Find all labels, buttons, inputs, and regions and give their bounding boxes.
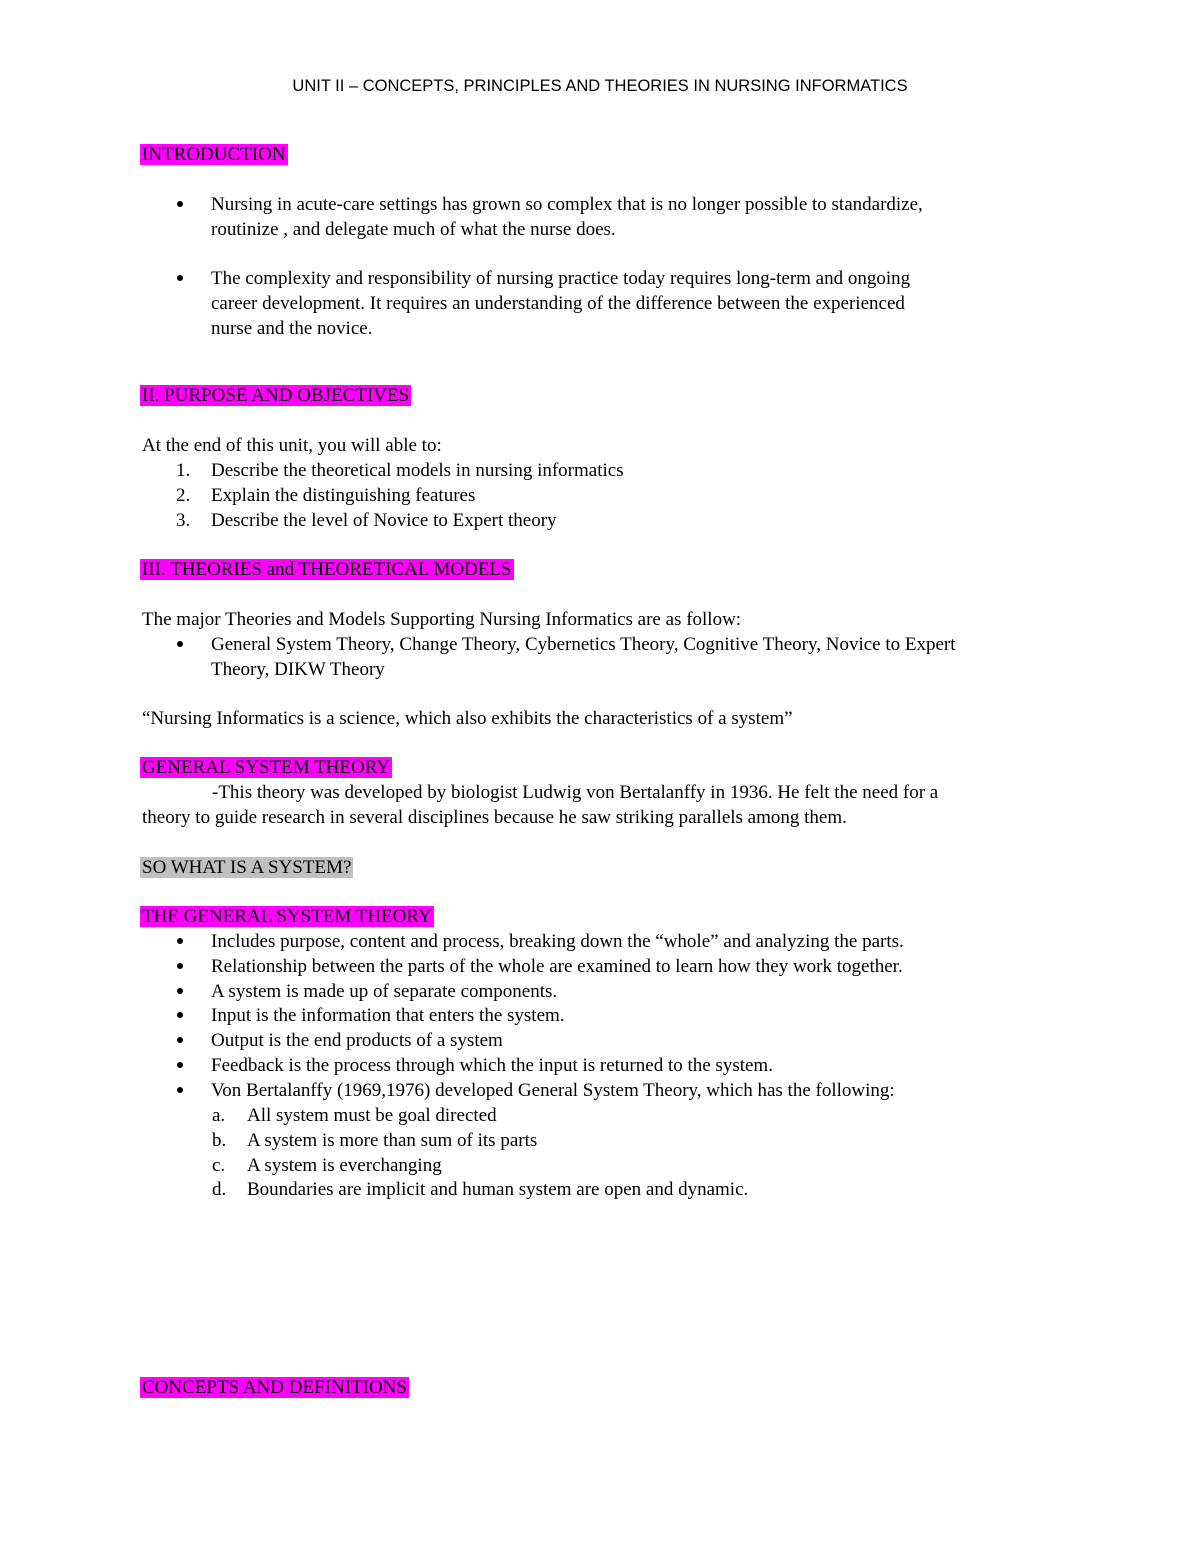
bullet-icon <box>177 1062 183 1068</box>
gst-paragraph-line1: -This theory was developed by biologist Ludwig von Bertalanffy in 1936. He felt the need for a <box>212 782 939 803</box>
theories-heading-text: III. THEORIES and THEORETICAL MODELS <box>142 559 512 580</box>
bullet-icon <box>177 1012 183 1018</box>
purpose-item: Describe the level of Novice to Expert theory <box>211 510 557 531</box>
gst-sub-letter: c. <box>212 1155 226 1176</box>
gst-bullet: A system is made up of separate components. <box>211 981 558 1002</box>
bullet-icon <box>177 938 183 944</box>
gst-bullet: Von Bertalanffy (1969,1976) developed General System Theory, which has the following: <box>211 1080 895 1101</box>
purpose-item: Explain the distinguishing features <box>211 485 476 506</box>
system-question <box>142 855 353 880</box>
gst-sub-letter: b. <box>212 1130 227 1151</box>
gst-sub-letter: d. <box>212 1179 227 1200</box>
theories-heading <box>142 557 514 582</box>
system-question-text: SO WHAT IS A SYSTEM? <box>142 857 352 878</box>
the-gst-heading <box>142 904 434 929</box>
purpose-heading <box>142 383 411 408</box>
purpose-item-number: 1. <box>176 460 191 481</box>
purpose-item-number: 2. <box>176 485 191 506</box>
gst-bullet: Includes purpose, content and process, breaking down the “whole” and analyzing the parts. <box>211 931 904 952</box>
bullet-icon <box>177 641 183 647</box>
concepts-heading-text: CONCEPTS AND DEFINITIONS <box>142 1377 407 1398</box>
theories-lead: The major Theories and Models Supporting Nursing Informatics are as follow: <box>142 609 742 630</box>
gst-paragraph-line2: theory to guide research in several disciplines because he saw striking parallels among them. <box>142 807 847 828</box>
bullet-icon <box>177 201 183 207</box>
gst-bullet: Input is the information that enters the system. <box>211 1005 565 1026</box>
intro-bullet1-line1: Nursing in acute-care settings has grown so complex that is no longer possible to standardize, <box>211 194 923 215</box>
bullet-icon <box>177 1037 183 1043</box>
purpose-item-number: 3. <box>176 510 191 531</box>
gst-bullet: Relationship between the parts of the whole are examined to learn how they work together. <box>211 956 903 977</box>
gst-sub-item: All system must be goal directed <box>247 1105 497 1126</box>
introduction-heading <box>142 142 288 167</box>
intro-bullet2-line3: nurse and the novice. <box>211 318 373 339</box>
theories-bullet-line2: Theory, DIKW Theory <box>211 659 385 680</box>
gst-sub-letter: a. <box>212 1105 226 1126</box>
bullet-icon <box>177 275 183 281</box>
gst-sub-item: A system is everchanging <box>247 1155 442 1176</box>
theories-bullet-line1: General System Theory, Change Theory, Cybernetics Theory, Cognitive Theory, Novice to Expert <box>211 634 956 655</box>
the-gst-heading-text: THE GENERAL SYSTEM THEORY <box>142 906 432 927</box>
purpose-lead: At the end of this unit, you will able to: <box>142 435 442 456</box>
gst-sub-item: A system is more than sum of its parts <box>247 1130 538 1151</box>
intro-bullet2-line1: The complexity and responsibility of nursing practice today requires long-term and ongoing <box>211 268 911 289</box>
gst-heading-text: GENERAL SYSTEM THEORY <box>142 757 391 778</box>
bullet-icon <box>177 988 183 994</box>
purpose-heading-text: II. PURPOSE AND OBJECTIVES <box>142 385 410 406</box>
bullet-icon <box>177 963 183 969</box>
gst-bullet: Feedback is the process through which the input is returned to the system. <box>211 1055 773 1076</box>
theories-quote: “Nursing Informatics is a science, which also exhibits the characteristics of a system” <box>142 708 793 729</box>
purpose-item: Describe the theoretical models in nursing informatics <box>211 460 624 481</box>
intro-bullet1-line2: routinize , and delegate much of what the nurse does. <box>211 219 616 240</box>
intro-bullet2-line2: career development. It requires an understanding of the difference between the experienced <box>211 293 905 314</box>
document-title: UNIT II – CONCEPTS, PRINCIPLES AND THEORIES IN NURSING INFORMATICS <box>292 77 908 95</box>
gst-heading <box>142 755 392 780</box>
introduction-heading-text: INTRODUCTION <box>142 144 286 165</box>
bullet-icon <box>177 1087 183 1093</box>
gst-bullet: Output is the end products of a system <box>211 1030 503 1051</box>
concepts-heading <box>142 1375 409 1400</box>
gst-sub-item: Boundaries are implicit and human system are open and dynamic. <box>247 1179 749 1200</box>
